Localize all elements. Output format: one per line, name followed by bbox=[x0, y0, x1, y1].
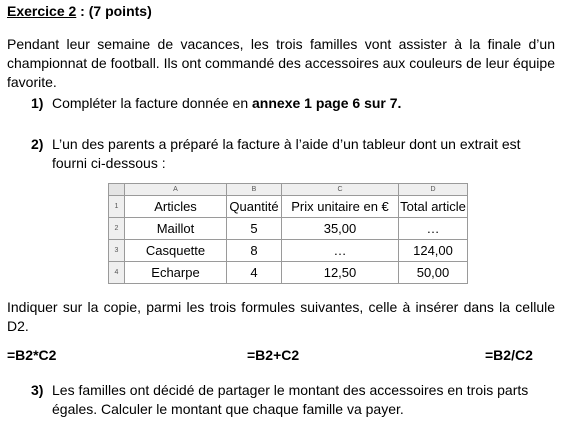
instruction-paragraph: Indiquer sur la copie, parmi les trois formules suivantes, celle à insérer dans la cellule D2. bbox=[7, 299, 555, 334]
table-cell: 50,00 bbox=[399, 262, 468, 284]
table-cell: 35,00 bbox=[282, 218, 399, 240]
table-cell: 124,00 bbox=[399, 240, 468, 262]
table-cell: … bbox=[399, 218, 468, 240]
header-cell: Articles bbox=[125, 196, 227, 218]
table-cell: 4 bbox=[227, 262, 282, 284]
table-row bbox=[109, 218, 468, 240]
table-header-row bbox=[109, 196, 468, 218]
table-row bbox=[109, 240, 468, 262]
table-cell: 5 bbox=[227, 218, 282, 240]
formula-option: =B2+C2 bbox=[247, 347, 300, 363]
table-cell: Echarpe bbox=[125, 262, 227, 284]
intro-paragraph: Pendant leur semaine de vacances, les trois familles vont assister à la finale d’un championnat de football. Ils ont commandé des accessoires aux couleurs de leur équipe favorite. bbox=[7, 36, 555, 90]
header-cell: Quantité bbox=[227, 196, 282, 218]
column-letter: A bbox=[125, 184, 227, 196]
formula-option: =B2/C2 bbox=[485, 347, 533, 363]
row-number: 4 bbox=[109, 262, 125, 284]
table-cell: … bbox=[282, 240, 399, 262]
table-cell: Maillot bbox=[125, 218, 227, 240]
header-cell: Total article bbox=[399, 196, 468, 218]
question-2 bbox=[31, 135, 555, 173]
column-letter: C bbox=[282, 184, 399, 196]
exercise-title-label: Exercice 2 bbox=[7, 3, 77, 19]
table-cell: 8 bbox=[227, 240, 282, 262]
column-letter: B bbox=[227, 184, 282, 196]
question-1-text-main: Compléter la facture donnée en bbox=[52, 95, 253, 111]
row-number: 1 bbox=[109, 196, 125, 218]
question-3-text-line2: égales. Calculer le montant que chaque famille va payer. bbox=[52, 401, 404, 417]
question-3-text-line1: Les familles ont décidé de partager le montant des accessoires en trois parts bbox=[52, 382, 529, 398]
question-2-text-line2: fourni ci-dessous : bbox=[52, 155, 166, 171]
question-3-number: 3) bbox=[31, 382, 44, 398]
question-3 bbox=[31, 381, 555, 419]
corner-cell bbox=[109, 184, 125, 196]
exercise-title bbox=[7, 3, 152, 19]
formula-option: =B2*C2 bbox=[7, 347, 57, 363]
question-1-number: 1) bbox=[31, 95, 44, 111]
table-cell: 12,50 bbox=[282, 262, 399, 284]
question-1 bbox=[31, 94, 401, 113]
row-number: 3 bbox=[109, 240, 125, 262]
question-2-text-line1: L’un des parents a préparé la facture à l’aide d’un tableur dont un extrait est bbox=[52, 136, 521, 152]
question-1-text-bold: annexe 1 page 6 sur 7. bbox=[252, 95, 402, 111]
exercise-title-points: : (7 points) bbox=[76, 3, 152, 19]
question-2-number: 2) bbox=[31, 136, 44, 152]
table-cell: Casquette bbox=[125, 240, 227, 262]
column-letters-row bbox=[109, 184, 468, 196]
header-cell: Prix unitaire en € bbox=[282, 196, 399, 218]
spreadsheet-table bbox=[108, 183, 468, 284]
row-number: 2 bbox=[109, 218, 125, 240]
table-row bbox=[109, 262, 468, 284]
question-1-text bbox=[52, 95, 401, 111]
column-letter: D bbox=[399, 184, 468, 196]
